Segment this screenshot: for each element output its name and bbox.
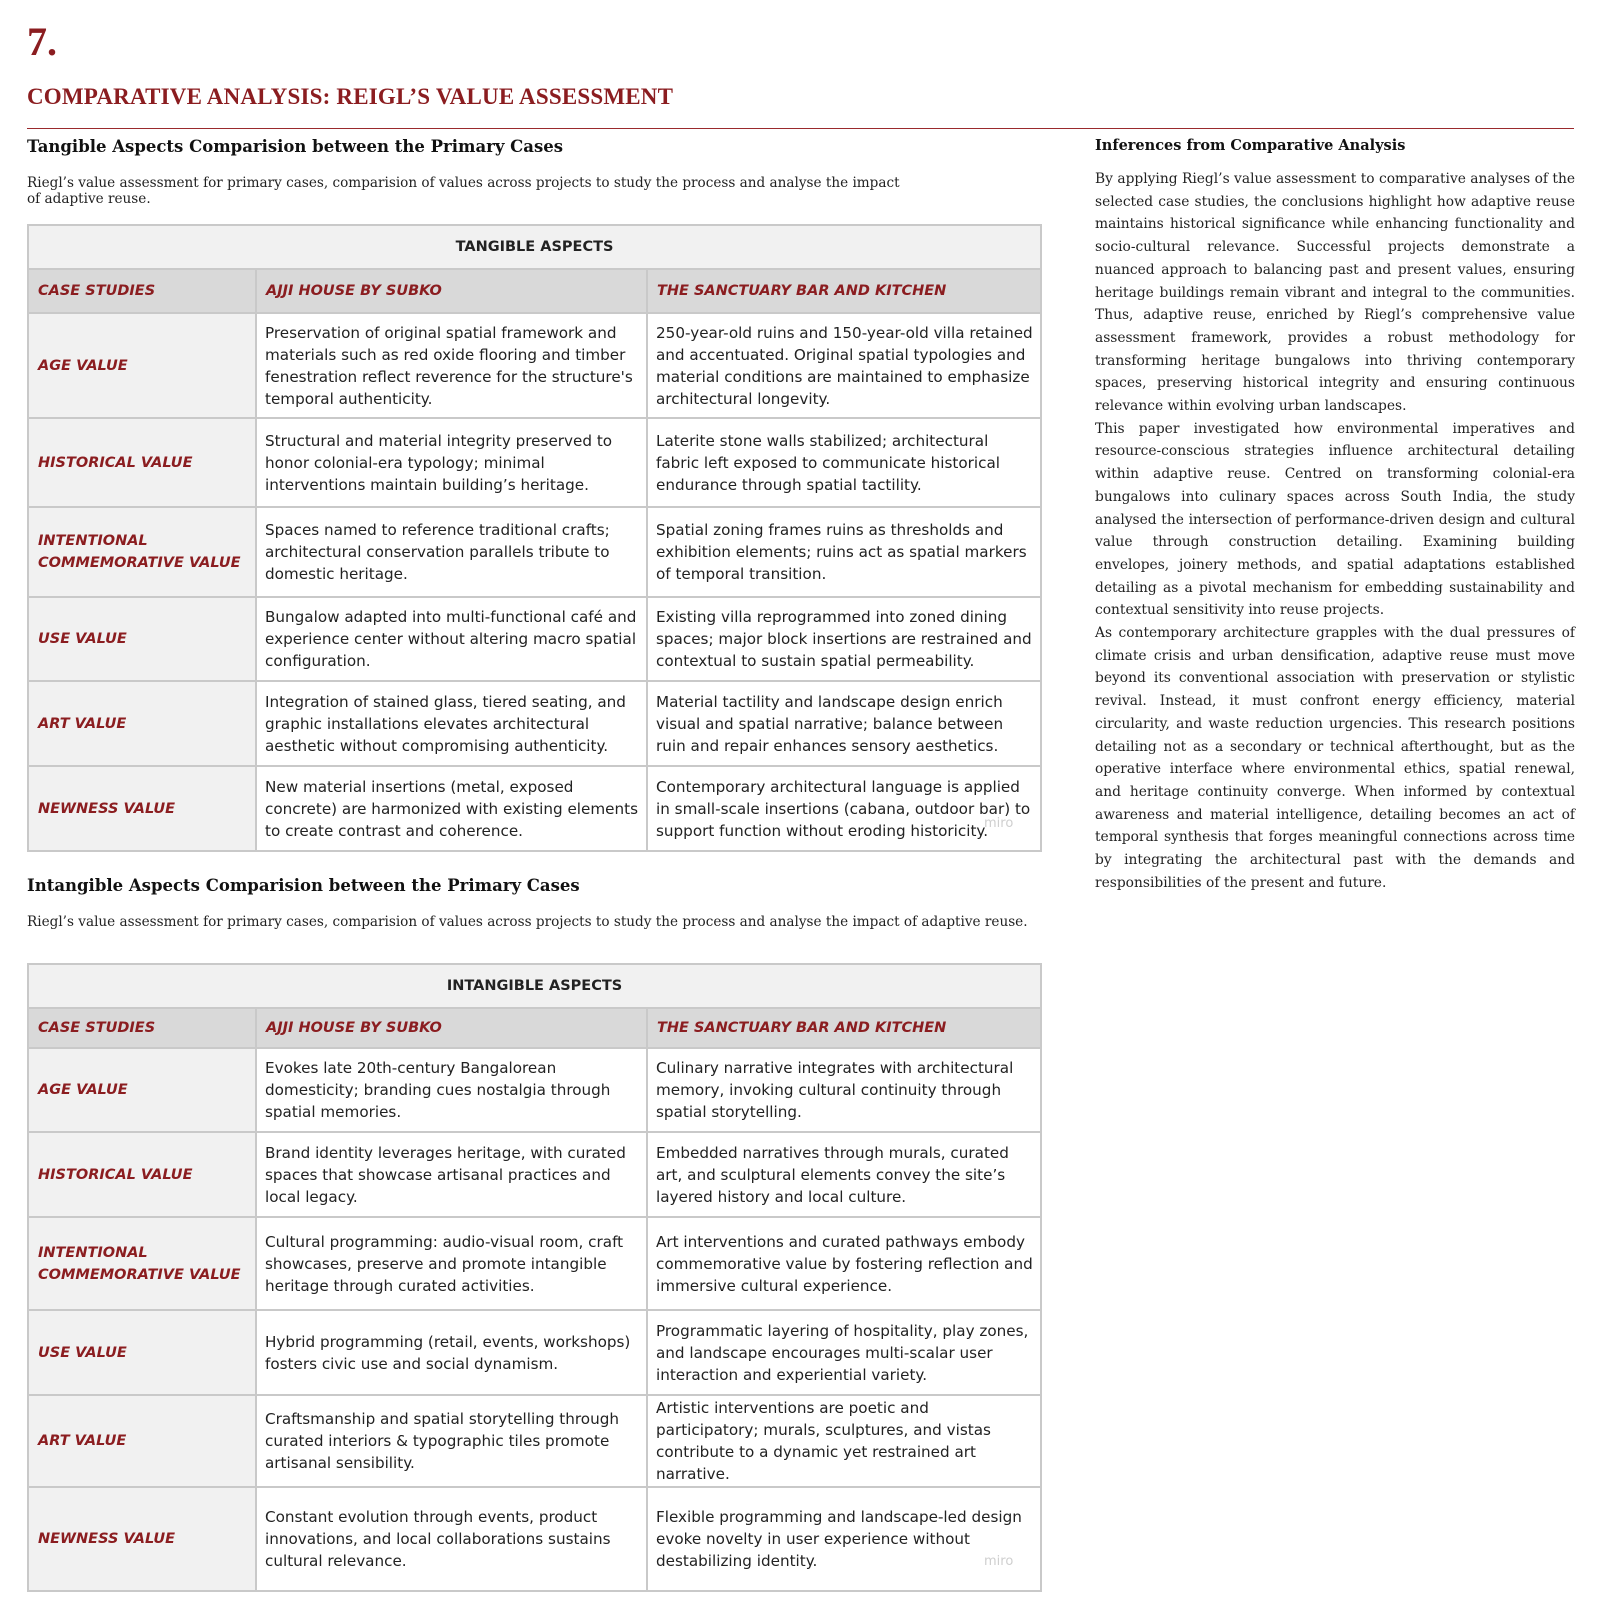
table-cell: Programmatic layering of hospitality, play zones, and landscape encourages multi-scalar user interaction and experiential variety. bbox=[647, 1310, 1041, 1395]
inferences-paragraph: By applying Riegl’s value assessment to comparative analyses of the selected case studies, the conclusions highlight how adaptive reuse maintains historical significance while enhancing functionality and socio-cultural relevance. Successful projects demonstrate a nuanced approach to balancing past and present values, ensuring heritage buildings remain vibrant and integral to the communities. Thus, adaptive reuse, enriched by Riegl’s comprehensive value assessment framework, provides a robust methodology for transforming heritage bungalows into thriving contemporary spaces, preserving historical integrity and ensuring continuous relevance within evolving urban landscapes. bbox=[1095, 171, 1575, 415]
table-row bbox=[28, 1395, 1041, 1487]
col-header-case-studies: CASE STUDIES bbox=[28, 1008, 256, 1048]
table-row bbox=[28, 681, 1041, 766]
table-row bbox=[28, 597, 1041, 681]
row-label: AGE VALUE bbox=[28, 1048, 256, 1132]
page-number: 7. bbox=[27, 19, 57, 64]
table-cell: New material insertions (metal, exposed concrete) are harmonized with existing elements to create contrast and coherence. bbox=[256, 766, 647, 851]
table-row bbox=[28, 1132, 1041, 1217]
table-cell: Integration of stained glass, tiered seating, and graphic installations elevates architectural aesthetic without compromising authenticity. bbox=[256, 681, 647, 766]
tangible-header-row bbox=[28, 269, 1041, 313]
table-row bbox=[28, 1310, 1041, 1395]
table-cell: Art interventions and curated pathways embody commemorative value by fostering reflection and immersive cultural experience. bbox=[647, 1217, 1041, 1310]
intangible-aspects-table bbox=[27, 963, 1042, 1592]
table-cell: Laterite stone walls stabilized; architectural fabric left exposed to communicate historical endurance through spatial tactility. bbox=[647, 418, 1041, 507]
miro-watermark: miro bbox=[984, 816, 1014, 831]
table-cell: Artistic interventions are poetic and participatory; murals, sculptures, and vistas contribute to a dynamic yet restrained art narrative. bbox=[647, 1395, 1041, 1487]
row-label: NEWNESS VALUE bbox=[28, 766, 256, 851]
title-divider bbox=[27, 128, 1574, 129]
inferences-body bbox=[1095, 168, 1575, 895]
intangible-section-description: Riegl’s value assessment for primary cases, comparision of values across projects to study the process and analyse the impact of adaptive reuse. bbox=[27, 914, 1028, 930]
table-cell: Structural and material integrity preserved to honor colonial-era typology; minimal interventions maintain building’s heritage. bbox=[256, 418, 647, 507]
tangible-aspects-table bbox=[27, 224, 1042, 852]
col-header-ajji-house: AJJI HOUSE BY SUBKO bbox=[256, 269, 647, 313]
page-title: COMPARATIVE ANALYSIS: REIGL’S VALUE ASSESSMENT bbox=[27, 84, 674, 109]
table-cell: Contemporary architectural language is applied in small-scale insertions (cabana, outdoor bar) to support function without eroding historicity. bbox=[647, 766, 1041, 851]
table-row bbox=[28, 1487, 1041, 1591]
table-cell: Flexible programming and landscape-led design evoke novelty in user experience without destabilizing identity. bbox=[647, 1487, 1041, 1591]
col-header-ajji-house: AJJI HOUSE BY SUBKO bbox=[256, 1008, 647, 1048]
table-cell: Craftsmanship and spatial storytelling through curated interiors & typographic tiles promote artisanal sensibility. bbox=[256, 1395, 647, 1487]
row-label: USE VALUE bbox=[28, 597, 256, 681]
inferences-paragraph: This paper investigated how environmental imperatives and resource-conscious strategies influence architectural detailing within adaptive reuse. Centred on transforming colonial-era bungalows into culinary spaces across South India, the study analysed the intersection of performance-driven design and cultural value through construction detailing. Examining building envelopes, joinery methods, and spatial adaptations established detailing as a pivotal mechanism for embedding sustainability and contextual sensitivity into reuse projects. bbox=[1095, 420, 1575, 619]
row-label: ART VALUE bbox=[28, 681, 256, 766]
intangible-section-heading: Intangible Aspects Comparision between the Primary Cases bbox=[27, 876, 580, 895]
col-header-case-studies: CASE STUDIES bbox=[28, 269, 256, 313]
row-label: NEWNESS VALUE bbox=[28, 1487, 256, 1591]
table-row bbox=[28, 1048, 1041, 1132]
table-row bbox=[28, 507, 1041, 597]
table-cell: Cultural programming: audio-visual room, craft showcases, preserve and promote intangible heritage through curated activities. bbox=[256, 1217, 647, 1310]
col-header-sanctuary: THE SANCTUARY BAR AND KITCHEN bbox=[647, 269, 1041, 313]
row-label: INTENTIONAL COMMEMORATIVE VALUE bbox=[28, 1217, 256, 1310]
row-label: HISTORICAL VALUE bbox=[28, 1132, 256, 1217]
table-cell: Culinary narrative integrates with architectural memory, invoking cultural continuity through spatial storytelling. bbox=[647, 1048, 1041, 1132]
row-label: ART VALUE bbox=[28, 1395, 256, 1487]
table-row bbox=[28, 418, 1041, 507]
row-label: USE VALUE bbox=[28, 1310, 256, 1395]
table-cell: Preservation of original spatial framework and materials such as red oxide flooring and timber fenestration reflect reverence for the structure's temporal authenticity. bbox=[256, 313, 647, 418]
row-label: HISTORICAL VALUE bbox=[28, 418, 256, 507]
table-cell: 250-year-old ruins and 150-year-old villa retained and accentuated. Original spatial typologies and material conditions are maintained to emphasize architectural longevity. bbox=[647, 313, 1041, 418]
table-cell: Brand identity leverages heritage, with curated spaces that showcase artisanal practices and local legacy. bbox=[256, 1132, 647, 1217]
table-cell: Existing villa reprogrammed into zoned dining spaces; major block insertions are restrained and contextual to sustain spatial permeability. bbox=[647, 597, 1041, 681]
table-cell: Spatial zoning frames ruins as thresholds and exhibition elements; ruins act as spatial markers of temporal transition. bbox=[647, 507, 1041, 597]
col-header-sanctuary: THE SANCTUARY BAR AND KITCHEN bbox=[647, 1008, 1041, 1048]
inferences-paragraph: As contemporary architecture grapples with the dual pressures of climate crisis and urban densification, adaptive reuse must move beyond its conventional association with preservation or stylistic revival. Instead, it must confront energy efficiency, material circularity, and waste reduction urgencies. This research positions detailing not as a secondary or technical afterthought, but as the operative interface where environmental ethics, spatial renewal, and heritage continuity converge. When informed by contextual awareness and material intelligence, detailing becomes an act of temporal synthesis that forges meaningful connections across time by integrating the architectural past with the demands and responsibilities of the present and future. bbox=[1095, 625, 1575, 891]
table-cell: Hybrid programming (retail, events, workshops) fosters civic use and social dynamism. bbox=[256, 1310, 647, 1395]
tangible-section-heading: Tangible Aspects Comparision between the Primary Cases bbox=[27, 137, 564, 156]
table-row bbox=[28, 1217, 1041, 1310]
table-cell: Evokes late 20th-century Bangalorean domesticity; branding cues nostalgia through spatial memories. bbox=[256, 1048, 647, 1132]
table-row bbox=[28, 313, 1041, 418]
table-cell: Material tactility and landscape design enrich visual and spatial narrative; balance between ruin and repair enhances sensory aesthetics. bbox=[647, 681, 1041, 766]
row-label: INTENTIONAL COMMEMORATIVE VALUE bbox=[28, 507, 256, 597]
table-cell: Bungalow adapted into multi-functional café and experience center without altering macro spatial configuration. bbox=[256, 597, 647, 681]
table-cell: Embedded narratives through murals, curated art, and sculptural elements convey the site’s layered history and local culture. bbox=[647, 1132, 1041, 1217]
row-label: AGE VALUE bbox=[28, 313, 256, 418]
tangible-section-description: Riegl’s value assessment for primary cases, comparision of values across projects to study the process and analyse the impact of adaptive reuse. bbox=[27, 175, 900, 207]
table-cell: Constant evolution through events, product innovations, and local collaborations sustains cultural relevance. bbox=[256, 1487, 647, 1591]
inferences-heading: Inferences from Comparative Analysis bbox=[1095, 137, 1406, 154]
tangible-table-caption: TANGIBLE ASPECTS bbox=[28, 225, 1041, 269]
intangible-table-caption: INTANGIBLE ASPECTS bbox=[28, 964, 1041, 1008]
miro-watermark: miro bbox=[984, 1554, 1014, 1569]
table-row bbox=[28, 766, 1041, 851]
table-cell: Spaces named to reference traditional crafts; architectural conservation parallels tribute to domestic heritage. bbox=[256, 507, 647, 597]
intangible-header-row bbox=[28, 1008, 1041, 1048]
